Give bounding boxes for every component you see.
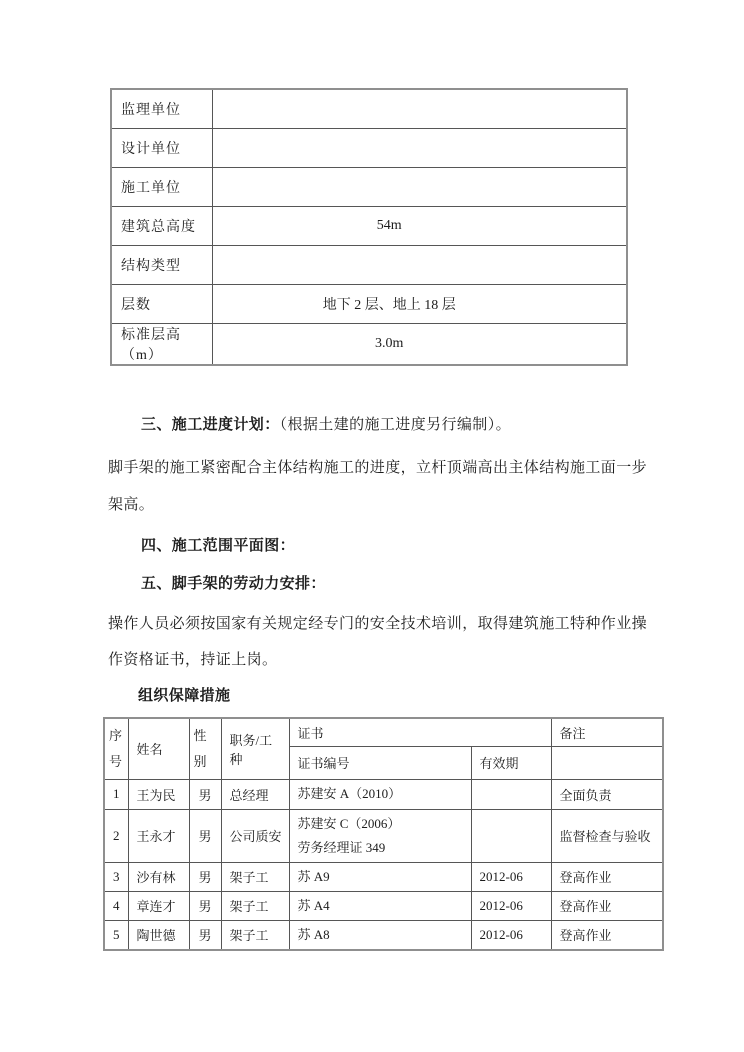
staff-gender: 男 — [189, 920, 221, 950]
info-row-label: 监理单位 — [111, 89, 212, 128]
table-row — [111, 323, 627, 365]
staff-row — [104, 779, 663, 809]
certificate-line: 苏建安 A（2010） — [297, 786, 402, 801]
info-row-value: 3.0m — [212, 323, 627, 365]
section-heading-5: 五、脚手架的劳动力安排： — [141, 576, 326, 592]
header-validity: 有效期 — [471, 746, 551, 779]
info-row-value — [212, 128, 627, 167]
staff-note: 登高作业 — [551, 920, 663, 950]
staff-row — [104, 920, 663, 950]
staff-no: 5 — [104, 920, 128, 950]
table-row — [111, 206, 627, 245]
staff-row — [104, 809, 663, 862]
info-row-value: 54m — [212, 206, 627, 245]
staff-no: 4 — [104, 891, 128, 920]
staff-validity: 2012-06 — [471, 891, 551, 920]
staff-role: 架子工 — [221, 862, 289, 891]
section-heading-3 — [141, 416, 511, 435]
header-name: 姓名 — [128, 718, 189, 779]
staff-gender: 男 — [189, 809, 221, 862]
staff-gender: 男 — [189, 779, 221, 809]
info-row-value — [212, 89, 627, 128]
table-row — [111, 245, 627, 284]
certificate-line: 苏 A4 — [297, 897, 330, 913]
staff-no: 1 — [104, 779, 128, 809]
section-heading-3-note: （根据土建的施工进度另行编制）。 — [279, 417, 512, 433]
info-row-label: 设计单位 — [111, 128, 212, 167]
subheading-org-safeguards: 组织保障措施 — [138, 688, 231, 704]
info-row-label: 层数 — [111, 284, 212, 323]
staff-note: 全面负责 — [551, 779, 663, 809]
header-gender: 性别 — [189, 718, 221, 779]
staff-name: 章连才 — [128, 891, 189, 920]
staff-certificate — [289, 920, 471, 950]
staff-role: 架子工 — [221, 920, 289, 950]
staff-certificate — [289, 809, 471, 862]
section-5-paragraph-line2: 作资格证书，持证上岗。 — [108, 652, 278, 668]
header-certificate-no: 证书编号 — [289, 746, 471, 779]
staff-name: 王永才 — [128, 809, 189, 862]
staff-note: 登高作业 — [551, 891, 663, 920]
staff-validity — [471, 809, 551, 862]
header-note-sub — [551, 746, 663, 779]
staff-certificate — [289, 779, 471, 809]
info-row-value — [212, 167, 627, 206]
header-note: 备注 — [551, 718, 663, 746]
info-row-value: 地下 2 层、地上 18 层 — [212, 284, 627, 323]
certificate-line: 劳务经理证 349 — [297, 839, 386, 855]
staff-name: 王为民 — [128, 779, 189, 809]
staff-row — [104, 862, 663, 891]
header-no: 序号 — [104, 718, 128, 779]
table-row — [111, 128, 627, 167]
info-row-value — [212, 245, 627, 284]
certificate-line: 苏建安 C（2006） — [297, 815, 401, 831]
staff-row — [104, 891, 663, 920]
staff-no: 3 — [104, 862, 128, 891]
info-row-label: 结构类型 — [111, 245, 212, 284]
staff-validity: 2012-06 — [471, 862, 551, 891]
staff-table — [103, 717, 664, 951]
staff-validity: 2012-06 — [471, 920, 551, 950]
staff-note: 登高作业 — [551, 862, 663, 891]
staff-no: 2 — [104, 809, 128, 862]
section-heading-3-title: 三、施工进度计划： — [141, 417, 280, 433]
staff-certificate — [289, 862, 471, 891]
section-heading-4: 四、施工范围平面图： — [141, 538, 296, 554]
staff-role: 架子工 — [221, 891, 289, 920]
section-3-paragraph-line1: 脚手架的施工紧密配合主体结构施工的进度，立杆顶端高出主体结构施工面一步 — [108, 460, 648, 476]
staff-note: 监督检查与验收 — [551, 809, 663, 862]
staff-certificate — [289, 891, 471, 920]
staff-gender: 男 — [189, 862, 221, 891]
certificate-line: 苏 A9 — [297, 868, 330, 884]
certificate-line: 苏 A8 — [297, 926, 330, 942]
info-row-label: 建筑总高度 — [111, 206, 212, 245]
staff-role: 公司质安 — [221, 809, 289, 862]
table-row — [111, 167, 627, 206]
table-row — [111, 284, 627, 323]
staff-name: 陶世德 — [128, 920, 189, 950]
table-row — [111, 89, 627, 128]
info-row-label: 施工单位 — [111, 167, 212, 206]
staff-validity — [471, 779, 551, 809]
staff-gender: 男 — [189, 891, 221, 920]
staff-role: 总经理 — [221, 779, 289, 809]
project-info-table — [110, 88, 628, 366]
staff-name: 沙有林 — [128, 862, 189, 891]
header-certificate-group: 证书 — [289, 718, 551, 746]
section-5-paragraph-line1: 操作人员必须按国家有关规定经专门的安全技术培训，取得建筑施工特种作业操 — [108, 616, 648, 632]
section-3-paragraph-line2: 架高。 — [108, 497, 155, 513]
staff-table-header-row-1 — [104, 718, 663, 746]
header-role: 职务/工种 — [221, 718, 289, 779]
info-row-label: 标准层高（m） — [111, 323, 212, 365]
